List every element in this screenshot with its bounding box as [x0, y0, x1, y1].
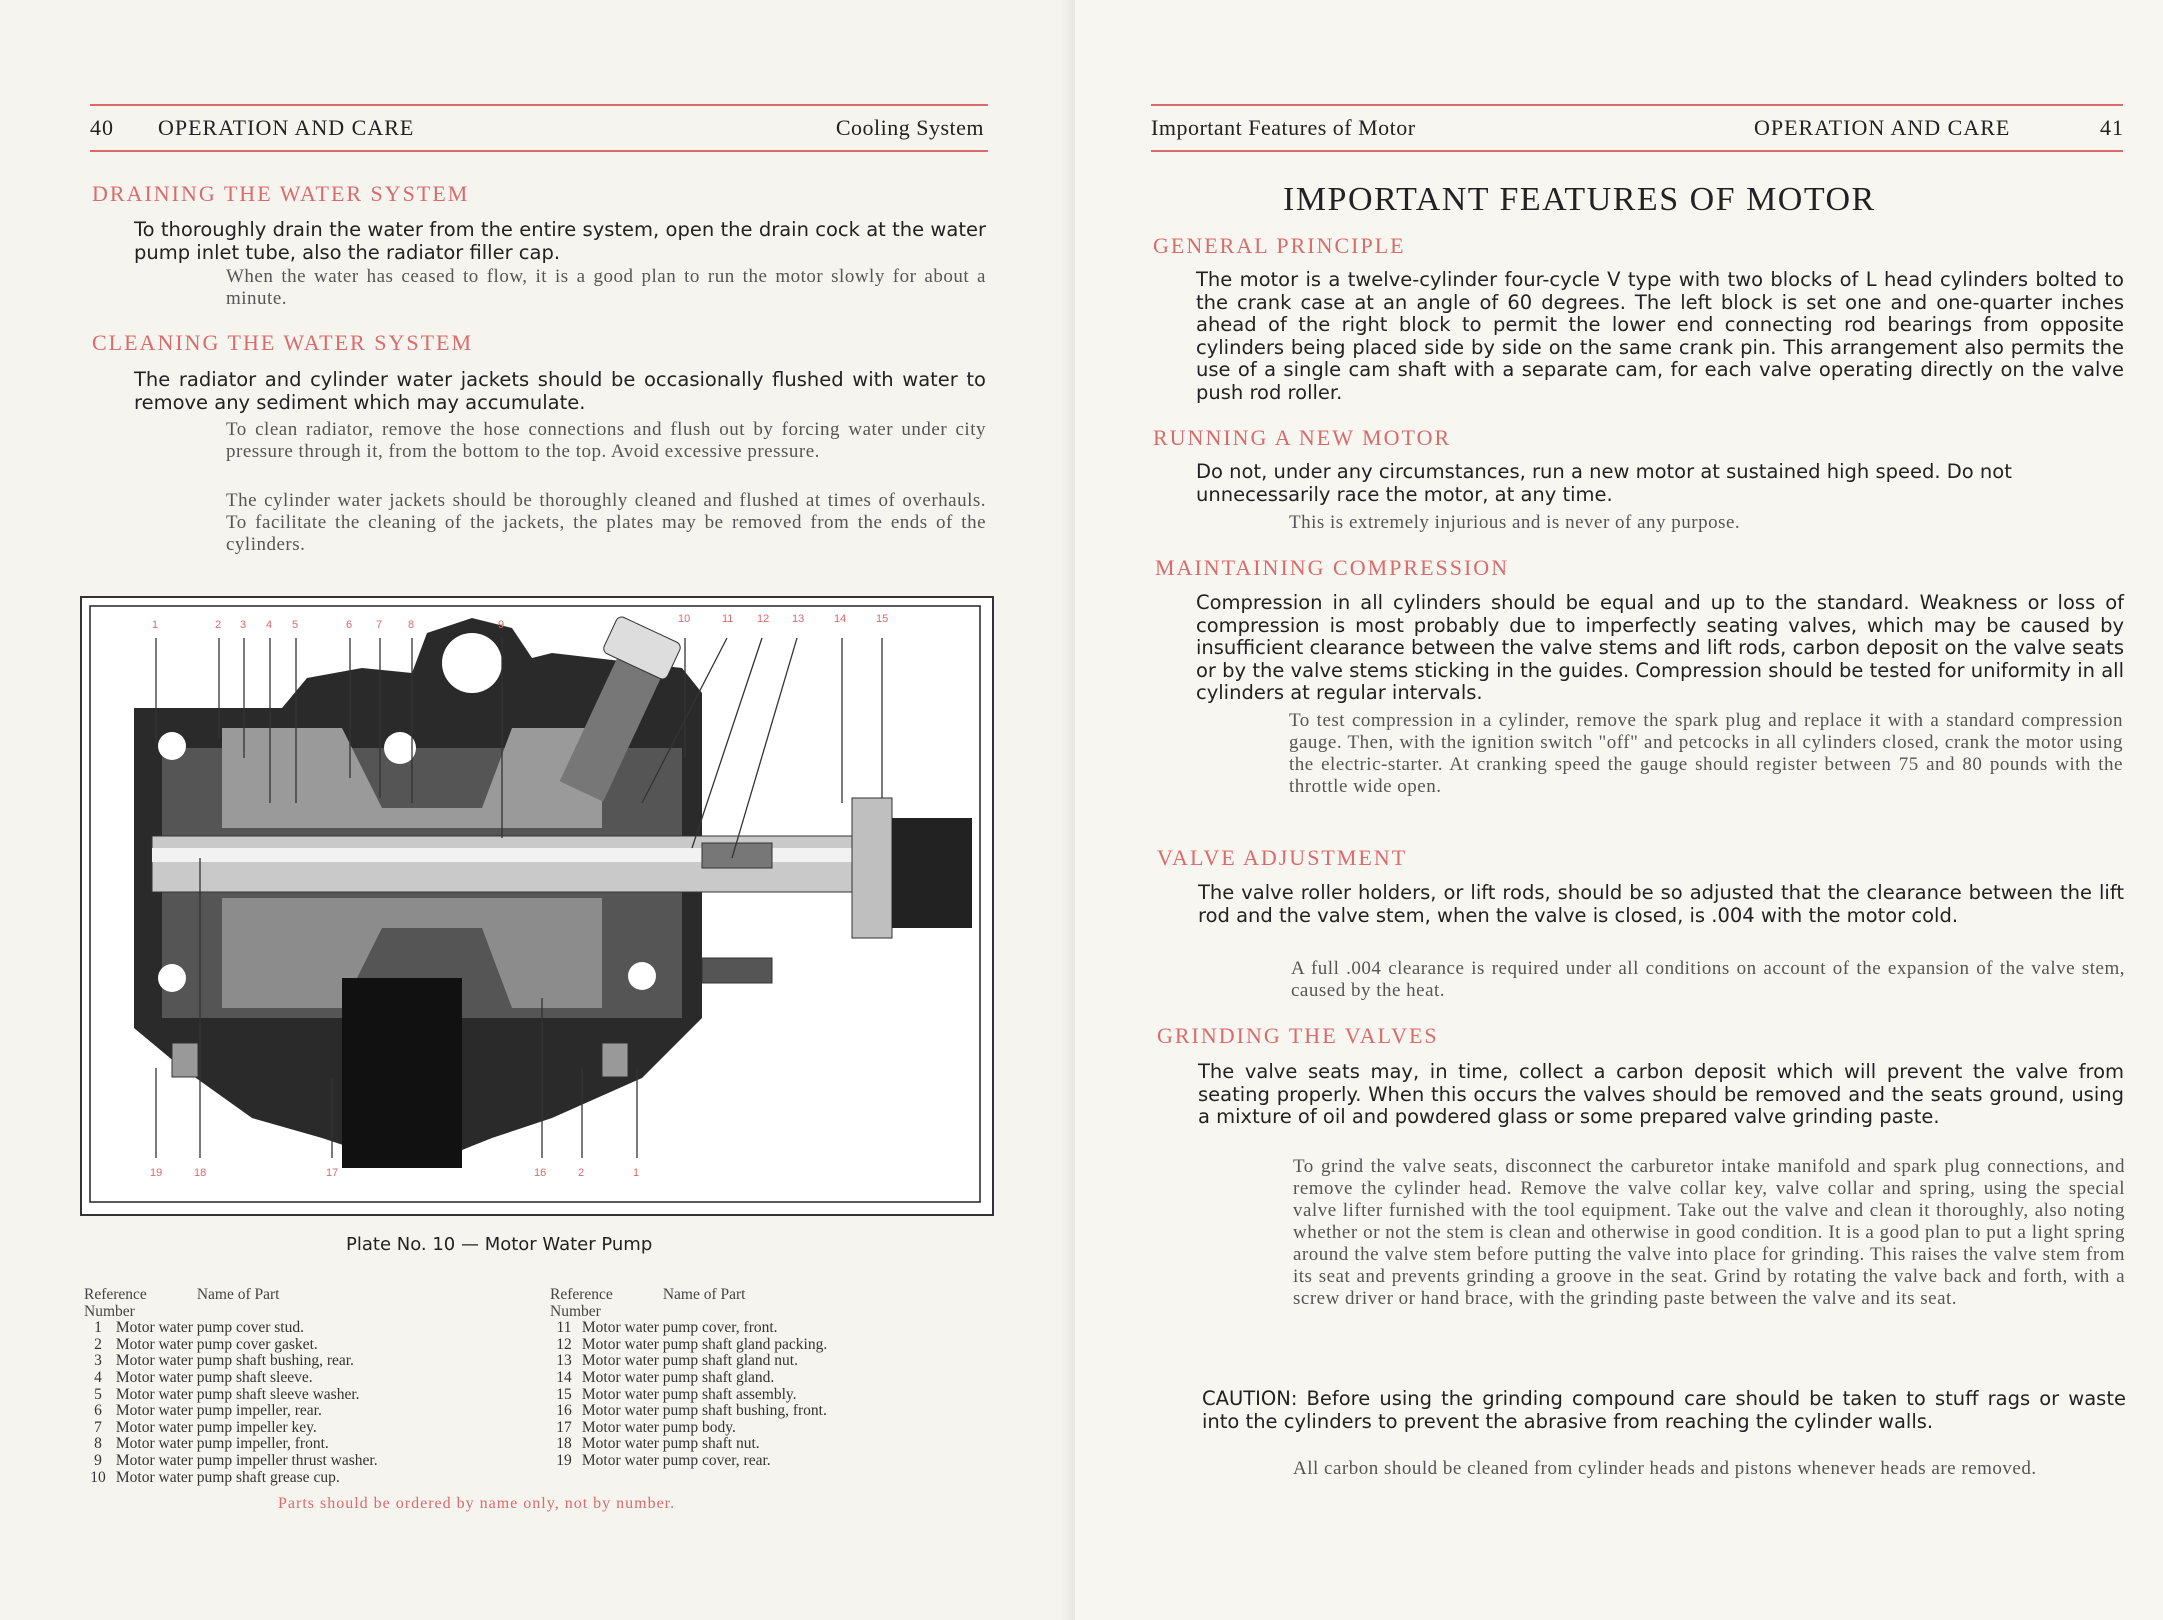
part-row: 17 Motor water pump body. [556, 1418, 736, 1436]
callout-2-bottom: 2 [578, 1167, 585, 1179]
part-row: 10 Motor water pump shaft grease cup. [90, 1468, 340, 1486]
callout-15: 15 [876, 613, 889, 625]
grinding-body: The valve seats may, in time, collect a carbon deposit which will prevent the valve from seating properly. When this occurs the valves should be removed and the seats ground, using a mixture of oil and powdered glass or some prepared valve grinding paste. [1198, 1060, 2124, 1128]
right-page-number: 41 [2100, 115, 2124, 140]
callout-3: 3 [240, 619, 247, 631]
draining-note: When the water has ceased to flow, it is a good plan to run the motor slowly for about a minute. [226, 266, 986, 309]
left-page-number: 40 [90, 115, 114, 140]
section-heading-cleaning: CLEANING THE WATER SYSTEM [92, 330, 474, 355]
compression-body: Compression in all cylinders should be equal and up to the standard. Weakness or loss of compression is most probably due to imperfectly seating valves, which may be caused by insufficient clearance between the valve stems and lift rods, carbon deposit on the valve seats or by the valve stems sticking in the guides. Compression should be tested for uniformity in all cylinders at regular intervals. [1196, 591, 2124, 704]
callout-16: 16 [534, 1167, 547, 1179]
part-row: 16 Motor water pump shaft bushing, front. [556, 1402, 827, 1420]
grinding-note: To grind the valve seats, disconnect the carburetor intake manifold and spark plug connections, and remove the cylinder head. Remove the valve collar key, valve collar and spring, using the special valve lifter furnished with the tool equipment. Take out the valve and clean it thoroughly, also noting whether or not the stem is clean and otherwise in good condition. It is a good plan to put a light spring around the valve stem before putting the valve into place for grinding. This raises the valve stem from its seat and prevents grinding a groove in the seat. Grind by rotating the valve back and forth, with a screw driver or hand brace, with the grinding paste between the valve and its seat. [1293, 1156, 2125, 1309]
ref-header: Reference [550, 1286, 613, 1303]
callout-10: 10 [678, 613, 691, 625]
section-heading-grinding: GRINDING THE VALVES [1157, 1023, 1439, 1048]
part-row: 15 Motor water pump shaft assembly. [556, 1385, 797, 1403]
section-heading-general: GENERAL PRINCIPLE [1153, 233, 1406, 258]
right-running-header [1151, 104, 2123, 152]
part-row: 1 Motor water pump cover stud. [94, 1319, 304, 1337]
part-row: 7 Motor water pump impeller key. [94, 1418, 317, 1436]
part-row: 18 Motor water pump shaft nut. [556, 1435, 760, 1453]
part-row: 5 Motor water pump shaft sleeve washer. [94, 1385, 360, 1403]
running-body: Do not, under any circumstances, run a new motor at sustained high speed. Do not unnecessarily race the motor, at any time. [1196, 460, 2012, 506]
water-pump-cutaway-drawing [82, 598, 988, 1210]
callout-12: 12 [757, 613, 770, 625]
valve-adjustment-note: A full .004 clearance is required under all conditions on account of the expansion of the valve stem, caused by the heat. [1291, 958, 2125, 1001]
callout-18: 18 [194, 1167, 207, 1179]
cleaning-note-jackets: The cylinder water jackets should be thoroughly cleaned and flushed at times of overhauls. To facilitate the cleaning of the jackets, the plates may be removed from the ends of the cylinders. [226, 490, 986, 555]
name-header: Name of Part [662, 1286, 746, 1303]
callout-9: 9 [498, 619, 505, 631]
general-body: The motor is a twelve-cylinder four-cycle V type with two blocks of L head cylinders bolted to the crank case at an angle of 60 degrees. The left block is set one and one-quarter inches ahead of the right block to permit the lower end connecting rod bearings from opposite cylinders being placed side by side on the same crank pin. This arrangement also permits the use of a single cam shaft with a separate cam, for each valve operating directly on the valve push rod roller. [1196, 268, 2124, 404]
section-heading-running: RUNNING A NEW MOTOR [1153, 425, 1452, 450]
part-row: 8 Motor water pump impeller, front. [94, 1435, 329, 1453]
parts-table-left [84, 1287, 544, 1486]
right-header-title: OPERATION AND CARE [1754, 115, 2011, 140]
cleaning-note-radiator: To clean radiator, remove the hose connections and flush out by forcing water under city pressure through it, from the bottom to the top. Avoid excessive pressure. [226, 419, 986, 462]
page-title: IMPORTANT FEATURES OF MOTOR [1283, 181, 1876, 218]
left-header-section: Cooling System [835, 115, 984, 140]
part-row: 6 Motor water pump impeller, rear. [94, 1402, 322, 1420]
part-row: 13 Motor water pump shaft gland nut. [556, 1352, 798, 1370]
callout-13: 13 [792, 613, 805, 625]
callout-1-bottom: 1 [633, 1167, 640, 1179]
part-row: 14 Motor water pump shaft gland. [556, 1368, 775, 1386]
callout-5: 5 [292, 619, 299, 631]
left-header-title: OPERATION AND CARE [158, 115, 415, 140]
callout-19: 19 [150, 1167, 163, 1179]
figure-caption: Plate No. 10 — Motor Water Pump [346, 1234, 653, 1255]
part-row: 4 Motor water pump shaft sleeve. [94, 1368, 313, 1386]
name-header: Name of Part [196, 1286, 280, 1303]
caution-paragraph: CAUTION: Before using the grinding compound care should be taken to stuff rags or waste into the cylinders to prevent the abrasive from reaching the cylinder walls. [1202, 1387, 2126, 1433]
section-heading-compression: MAINTAINING COMPRESSION [1155, 555, 1510, 580]
part-row: 3 Motor water pump shaft bushing, rear. [94, 1352, 354, 1370]
ref-header-number: Number [84, 1302, 135, 1320]
part-row: 2 Motor water pump cover gasket. [94, 1335, 318, 1353]
part-row: 11 Motor water pump cover, front. [556, 1319, 778, 1337]
part-row: 9 Motor water pump impeller thrust washer. [94, 1451, 378, 1469]
right-header-section: Important Features of Motor [1151, 115, 1416, 140]
compression-note: To test compression in a cylinder, remove the spark plug and replace it with a standard compression gauge. Then, with the ignition switch "off" and petcocks in all cylinders closed, crank the motor using the electric-starter. At cranking speed the gauge should register between 75 and 80 pounds with the throttle wide open. [1289, 710, 2123, 797]
parts-table-right [550, 1287, 1020, 1470]
water-pump-figure [80, 596, 994, 1216]
callout-17: 17 [326, 1167, 339, 1179]
valve-adjustment-body: The valve roller holders, or lift rods, should be so adjusted that the clearance between the lift rod and the valve stem, when the valve is closed, is .004 with the motor cold. [1198, 881, 2124, 927]
left-page [0, 0, 1075, 1620]
draining-body: To thoroughly drain the water from the entire system, open the drain cock at the water pump inlet tube, also the radiator filler cap. [134, 218, 986, 264]
parts-order-footnote: Parts should be ordered by name only, not by number. [278, 1495, 676, 1512]
right-page [1075, 0, 2163, 1620]
callout-11: 11 [722, 613, 734, 625]
section-heading-draining: DRAINING THE WATER SYSTEM [92, 181, 470, 206]
callout-2: 2 [215, 619, 222, 631]
carbon-note: All carbon should be cleaned from cylinder heads and pistons whenever heads are removed. [1293, 1458, 2037, 1479]
callout-14: 14 [834, 613, 847, 625]
ref-header-number: Number [550, 1302, 601, 1320]
ref-header: Reference [84, 1286, 147, 1303]
callout-1: 1 [152, 619, 159, 631]
callout-8: 8 [408, 619, 415, 631]
callout-7: 7 [376, 619, 383, 631]
left-running-header [90, 104, 988, 152]
part-row: 19 Motor water pump cover, rear. [556, 1451, 771, 1469]
callout-4: 4 [266, 619, 273, 631]
section-heading-valve-adjustment: VALVE ADJUSTMENT [1157, 845, 1408, 870]
running-note: This is extremely injurious and is never of any purpose. [1289, 512, 1741, 533]
part-row: 12 Motor water pump shaft gland packing. [556, 1335, 828, 1353]
cleaning-body: The radiator and cylinder water jackets should be occasionally flushed with water to remove any sediment which may accumulate. [134, 368, 986, 414]
callout-6: 6 [346, 619, 353, 631]
